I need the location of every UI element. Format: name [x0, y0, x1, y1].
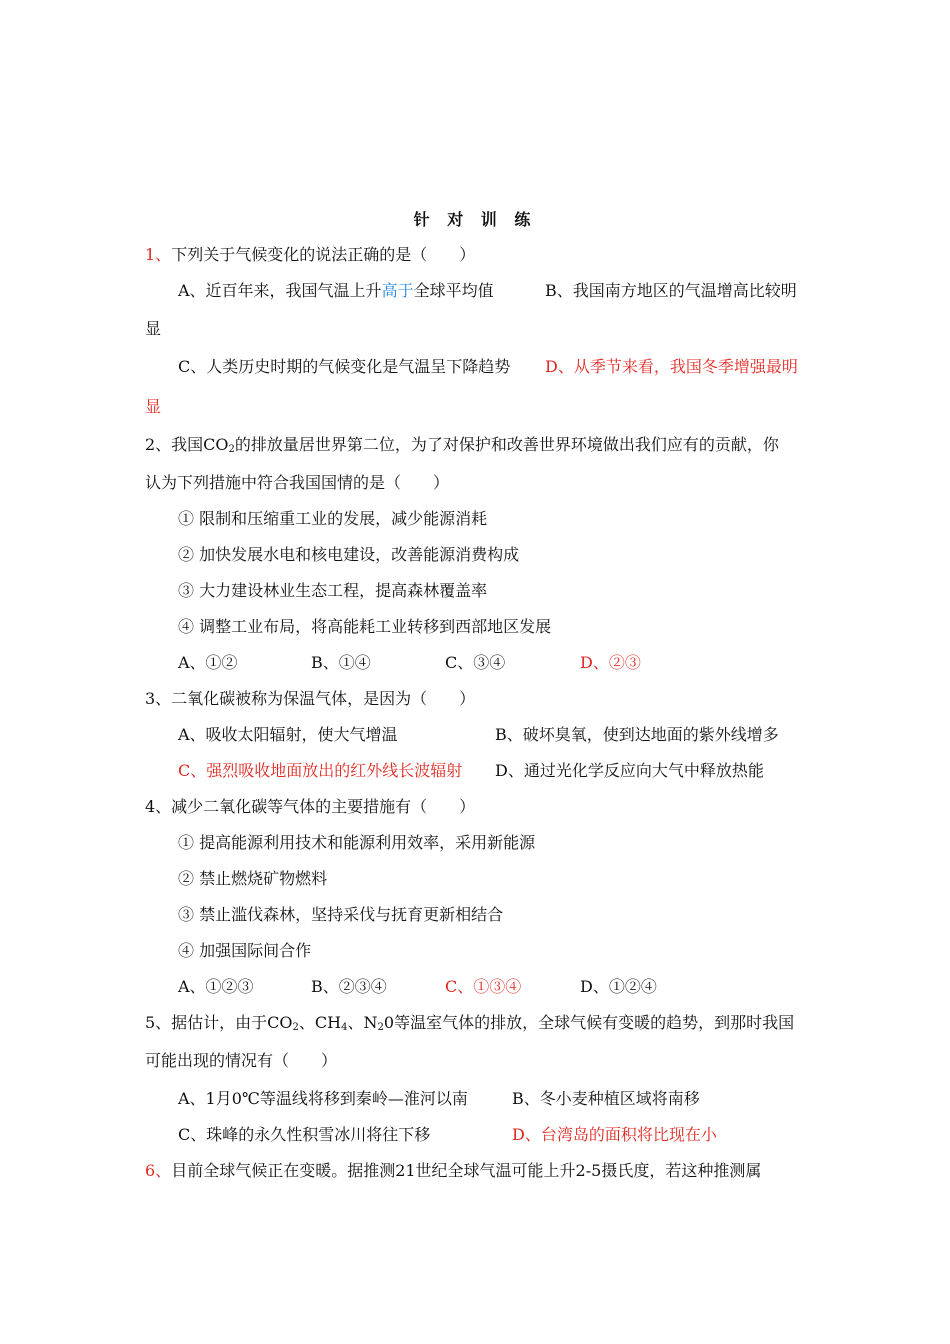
question-1-option-d: D、从季节来看，我国冬季增强最明 — [545, 357, 798, 376]
question-6-text: 目前全球气候正在变暖。据推测21世纪全球气温可能上升2-5摄氏度，若这种推测属 — [171, 1161, 762, 1180]
question-1-text: 下列关于气候变化的说法正确的是（ ） — [171, 245, 476, 264]
question-5-option-a: A、1月0℃等温线将移到秦岭—淮河以南 — [178, 1089, 468, 1108]
question-6-stem — [145, 1160, 761, 1182]
subscript: 4 — [341, 1022, 348, 1033]
question-2-stem — [145, 434, 779, 461]
question-3-option-c: C、强烈吸收地面放出的红外线长波辐射 — [178, 761, 463, 780]
question-2-option-b: B、①④ — [311, 653, 371, 672]
question-2-item-4: ④ 调整工业布局，将高能耗工业转移到西部地区发展 — [178, 617, 552, 636]
question-1-number: 1、 — [145, 245, 172, 264]
option-a-text-end: 全球平均值 — [413, 281, 494, 300]
question-1-option-d-wrap: 显 — [145, 397, 162, 416]
question-2-text-end: 的排放量居世界第二位，为了对保护和改善世界环境做出我们应有的贡献，你 — [234, 435, 779, 454]
question-4-option-c: C、①③④ — [445, 977, 522, 996]
question-5-option-b: B、冬小麦种植区域将南移 — [512, 1089, 700, 1108]
question-1-option-a — [178, 280, 494, 302]
subscript: 2 — [228, 444, 235, 455]
option-a-highlight: 高于 — [381, 281, 414, 300]
question-3-option-a: A、吸收太阳辐射，使大气增温 — [178, 725, 398, 744]
question-4-option-d: D、①②④ — [580, 977, 657, 996]
question-5-stem — [145, 1012, 794, 1039]
question-6-number: 6、 — [145, 1161, 172, 1180]
question-5-text: 5、据估计，由于CO — [145, 1013, 293, 1032]
question-1-stem — [145, 244, 475, 266]
question-4-item-1: ① 提高能源利用技术和能源利用效率，采用新能源 — [178, 833, 536, 852]
option-a-text: A、近百年来，我国气温上升 — [178, 281, 382, 300]
question-4-item-3: ③ 禁止滥伐森林，坚持采伐与抚育更新相结合 — [178, 905, 504, 924]
question-2-item-3: ③ 大力建设林业生态工程，提高森林覆盖率 — [178, 581, 488, 600]
question-4-option-b: B、②③④ — [311, 977, 387, 996]
subscript: 2 — [292, 1022, 299, 1033]
question-5-option-d: D、台湾岛的面积将比现在小 — [512, 1125, 717, 1144]
question-5-text-4: 0等温室气体的排放，全球气候有变暖的趋势，到那时我国 — [383, 1013, 795, 1032]
question-1-option-c: C、人类历史时期的气候变化是气温呈下降趋势 — [178, 357, 511, 376]
question-5-text-2: 、CH — [298, 1013, 342, 1032]
question-5-stem-wrap: 可能出现的情况有（ ） — [145, 1051, 338, 1070]
question-3-stem: 3、二氧化碳被称为保温气体，是因为（ ） — [145, 689, 476, 708]
subscript: 2 — [377, 1022, 384, 1033]
question-4-item-4: ④ 加强国际间合作 — [178, 941, 312, 960]
question-1-option-b-wrap: 显 — [145, 319, 162, 338]
page-title: 针 对 训 练 — [413, 210, 537, 229]
question-1-option-b: B、我国南方地区的气温增高比较明 — [545, 281, 797, 300]
question-4-option-a: A、①②③ — [178, 977, 254, 996]
question-3-option-d: D、通过光化学反应向大气中释放热能 — [495, 761, 764, 780]
question-2-text: 2、我国CO — [145, 435, 229, 454]
question-2-option-d: D、②③ — [580, 653, 641, 672]
question-2-option-c: C、③④ — [445, 653, 506, 672]
question-2-item-1: ① 限制和压缩重工业的发展，减少能源消耗 — [178, 509, 488, 528]
question-5-text-3: 、N — [347, 1013, 378, 1032]
question-2-stem-wrap: 认为下列措施中符合我国国情的是（ ） — [145, 473, 450, 492]
question-2-option-a: A、①② — [178, 653, 238, 672]
question-5-option-c: C、珠峰的永久性积雪冰川将往下移 — [178, 1125, 431, 1144]
question-4-stem: 4、减少二氧化碳等气体的主要措施有（ ） — [145, 797, 476, 816]
question-4-item-2: ② 禁止燃烧矿物燃料 — [178, 869, 328, 888]
question-2-item-2: ② 加快发展水电和核电建设，改善能源消费构成 — [178, 545, 520, 564]
question-3-option-b: B、破坏臭氧，使到达地面的紫外线增多 — [495, 725, 779, 744]
